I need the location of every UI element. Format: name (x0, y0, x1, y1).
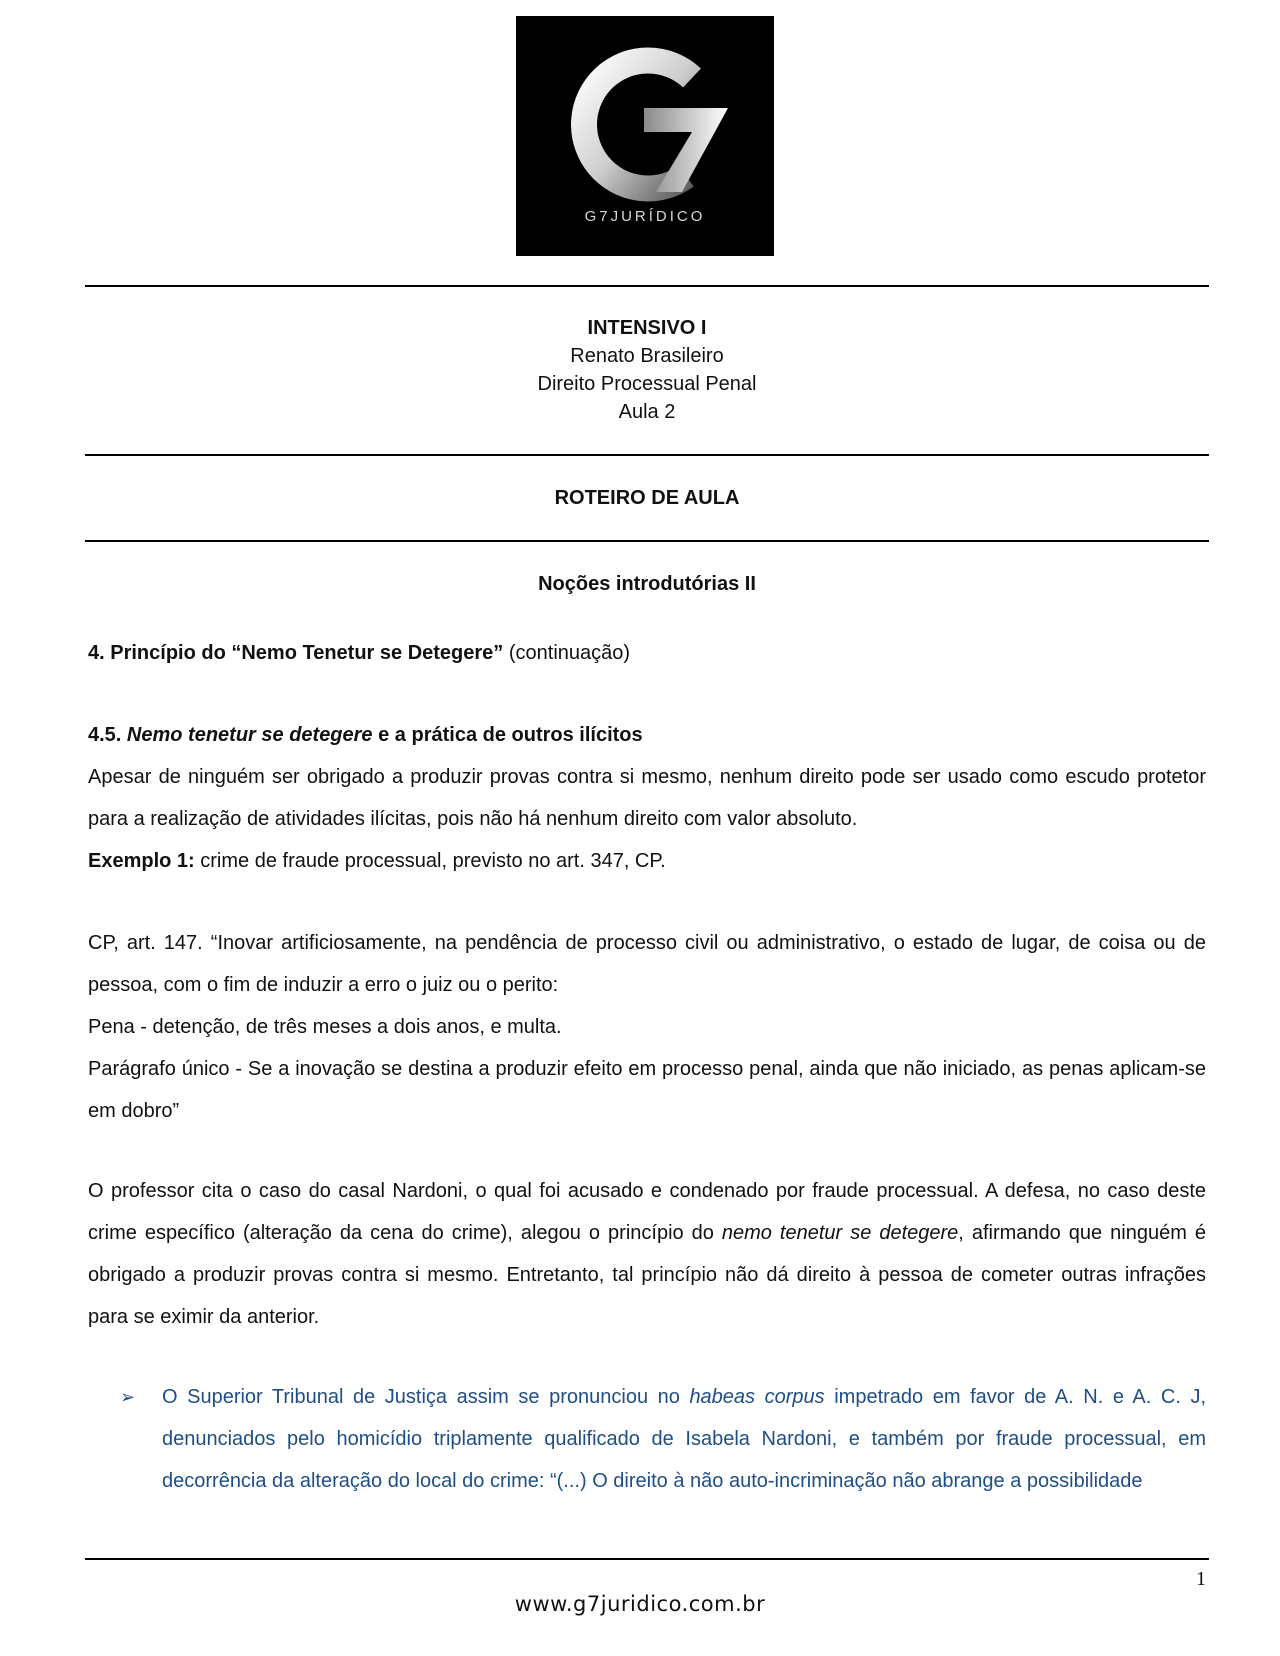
paragraph-2-before: O professor cita o caso do casal Nardoni, o qual foi acusado e condenado por fraude processual. A defesa, no caso deste crime específico (alteração da cena do crime), alegou o princípio do (88, 1180, 1206, 1244)
heading-4-bold: 4. Princípio do “Nemo Tenetur se Detegere” (88, 642, 504, 664)
course-title: INTENSIVO I (587, 317, 707, 339)
heading-4-5-rest: e a prática de outros ilícitos (372, 724, 643, 746)
law-quote-line-3: Parágrafo único - Se a inovação se destina a produzir efeito em processo penal, ainda que não iniciado, as penas aplicam-se em dobro” (88, 1058, 1206, 1122)
divider-bottom (85, 540, 1209, 542)
heading-4-continuation: (continuação) (503, 642, 631, 664)
bullet-text (162, 1376, 1206, 1502)
g7-logo (516, 16, 774, 256)
heading-4-5 (88, 714, 1206, 756)
paragraph-2-after: , afirmando que ninguém é obrigado a produzir provas contra si mesmo. Entretanto, tal princípio não dá direito à pessoa de cometer outras infrações para se eximir da anterior. (88, 1222, 1206, 1328)
heading-4-5-italic: Nemo tenetur se detegere (126, 724, 373, 746)
header-block (85, 314, 1209, 426)
example-1-label: Exemplo 1: (88, 850, 195, 872)
divider-middle (85, 454, 1209, 456)
g7-logo-icon (516, 16, 774, 256)
teacher-name: Renato Brasileiro (570, 345, 724, 367)
roteiro-title: ROTEIRO DE AULA (554, 487, 740, 509)
law-quote-line-2: Pena - detenção, de três meses a dois anos, e multa. (88, 1016, 562, 1038)
heading-4-5-number: 4.5. (88, 724, 127, 746)
paragraph-1: Apesar de ninguém ser obrigado a produzir provas contra si mesmo, nenhum direito pode ser usado como escudo protetor para a realização de atividades ilícitas, pois não há nenhum direito com valor absoluto. (88, 766, 1206, 830)
lesson-number: Aula 2 (618, 401, 676, 423)
heading-4 (88, 632, 1206, 674)
divider-top (85, 285, 1209, 287)
paragraph-2 (88, 1170, 1206, 1338)
bullet-text-italic: habeas corpus (689, 1386, 825, 1408)
footer-url: www.g7juridico.com.br (514, 1592, 766, 1616)
bullet-text-before: O Superior Tribunal de Justiça assim se pronunciou no (162, 1386, 690, 1408)
bullet-item (120, 1376, 1206, 1502)
subject-name: Direito Processual Penal (537, 373, 757, 395)
example-1-text: crime de fraude processual, previsto no art. 347, CP. (194, 850, 666, 872)
law-quote-line-1: CP, art. 147. “Inovar artificiosamente, na pendência de processo civil ou administrativo, o estado de lugar, de coisa ou de pessoa, com o fim de induzir a erro o juiz ou o perito: (88, 932, 1206, 996)
example-1 (88, 840, 1206, 882)
arrow-bullet-icon: ➢ (120, 1387, 136, 1407)
paragraph-2-italic: nemo tenetur se detegere (721, 1222, 959, 1244)
footer-divider (85, 1558, 1209, 1560)
page-number: 1 (1196, 1568, 1206, 1590)
bullet-text-after: impetrado em favor de A. N. e A. C. J, denunciados pelo homicídio triplamente qualificado de Isabela Nardoni, e também por fraude processual, em decorrência da alteração do local do crime: “(...) O direito à não auto-incriminação não abrange a possibilidade (162, 1386, 1206, 1492)
logo-brand-text: G7JURÍDICO (584, 208, 706, 225)
section-title: Noções introdutórias II (538, 573, 756, 595)
